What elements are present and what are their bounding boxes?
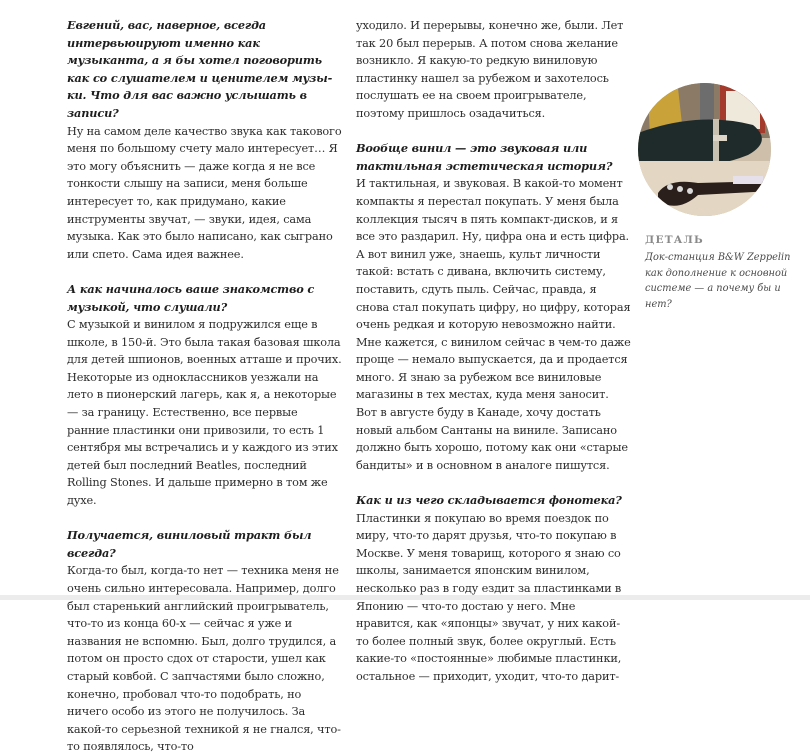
question-1: Евгений, вас, наверное, всегда интервьюируют именно как музыканта, а я бы хотел поговорить как со слушателем и ценителем музыки. Что для вас важно услышать в записи?	[67, 18, 333, 120]
answer-1: Ну на самом деле качество звука как такового меня по большому счету мало интересует… Я это могу объяснить — даже когда я не все тонкости слышу на записи, меня больше интересует то, как придумано, какие инструменты звучат, — звуки, идея, сама музыка. Как это было написано, как сыграно или спето. Сама идея важнее.	[67, 124, 342, 261]
question-3: Получается, виниловый тракт был всегда?	[67, 528, 312, 560]
photo-caption	[645, 232, 805, 312]
answer-5: Пластинки я покупаю во время поездок по миру, что-то дарят друзья, что-то покупаю в Москве. У меня товарищ, которого я знаю со школы, занимается японским винилом, несколько раз в году ездит за пластинками в Японию — что-то достаю у него. Мне нравится, как «японцы» звучат, у них какой-то более полный звук, более округлый. Есть какие-то «постоянные» любимые пластинки, остальное — приходит, уходит, что-то дарит-	[356, 511, 622, 683]
article-column-2	[356, 17, 631, 686]
answer-2: С музыкой и винилом я подружился еще в школе, в 150-й. Это была такая базовая школа для детей шпионов, военных атташе и прочих. Некоторые из одноклассников уезжали на лето в пионерский лагерь, как я, а некоторые — за границу. Естественно, все первые ранние пластинки они привозили, то есть 1 сентября мы встречались и у каждого из этих детей был последний Beatles, последний Rolling Stones. И дальше примерно в том же духе.	[67, 318, 342, 508]
page-bottom-divider	[0, 595, 810, 600]
question-2: А как начиналось ваше знакомство с музыкой, что слушали?	[67, 281, 315, 314]
speaker-guitar-image-icon	[638, 83, 771, 216]
caption-text: Док-станция B&W Zeppelin как дополнение к основной системе — а почему бы и нет?	[645, 252, 791, 310]
zeppelin-photo	[638, 83, 771, 216]
article-column-1	[67, 17, 342, 756]
caption-title: ДЕТАЛЬ	[645, 234, 704, 246]
answer-4: И тактильная, и звуковая. В какой-то момент компакты я перестал покупать. У меня была коллекция тысяч в пять компакт-дисков, и я все это раздарил. Ну, цифра она и есть цифра. А вот винил уже, знаешь, культ личности такой: встать с дивана, включить систему, поставить, сдуть пыль. Сейчас, правда, я снова стал покупать цифру, но цифру, которая очень редкая и которую невозможно найти. Мне кажется, с винилом сейчас в чем-то даже проще — немало выпускается, да и продается много. Я знаю за рубежом все виниловые магазины в тех местах, куда меня заносит. Вот в августе буду в Канаде, хочу достать новый альбом Сантаны на виниле. Записано должно быть хорошо, потому как они «старые бандиты» и в основном в аналоге пишутся.	[356, 177, 631, 472]
answer-3: Когда-то был, когда-то нет — техника меня не очень сильно интересовала. Например, долго был старенький английский проигрыватель, что-то из конца 60-х — сейчас я уже и названия не вспомню. Был, долго трудился, а потом он просто сдох от старости, ушел как старый ковбой. С запчастями было сложно, конечно, пробовал что-то подобрать, но ничего особо из этого не получилось. За какой-то серьезной техникой я не гнался, что-то появлялось, что-то	[67, 564, 341, 754]
question-4: Вообще винил — это звуковая или тактильная эстетическая история?	[356, 141, 613, 173]
question-5: Как и из чего складывается фонотека?	[356, 493, 622, 508]
answer-3-continued: уходило. И перерывы, конечно же, были. Лет так 20 был перерыв. А потом снова желание возникло. Я какую-то редкую виниловую пластинку нашел за рубежом и захотелось послушать ее на своем проигрывателе, поэтому пришлось озадачиться.	[356, 19, 624, 120]
